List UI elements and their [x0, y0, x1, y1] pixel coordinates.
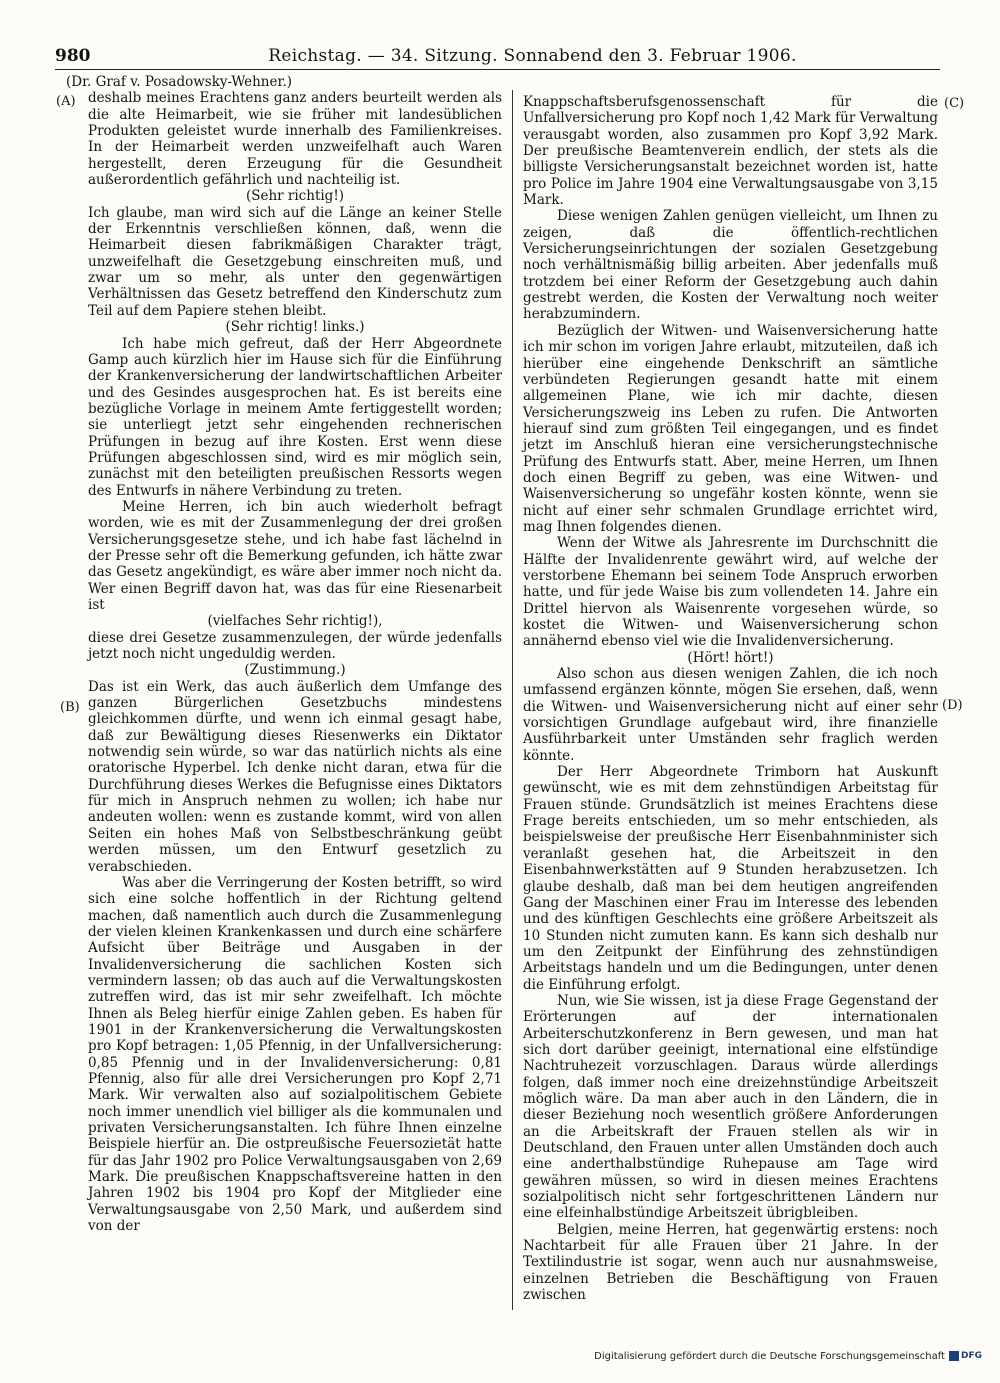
dfg-logo-text: DFG	[960, 1351, 982, 1361]
interjection: (Hört! hört!)	[687, 649, 774, 666]
paragraph: Diese wenigen Zahlen genügen vielleicht, um Ihnen zu zeigen, daß die öffentlich-rechtlichen Versicherungseinrichtungen der sozialen Gesetzgebung noch verhältnismäßig billig arbeiten. Aber jedenfalls muß trotzdem bei einer Reform der Gesetzgebung auch dahin gestrebt werden, die Kosten der Verwaltung noch weiter herabzumindern.	[523, 208, 938, 323]
speaker-attribution: (Dr. Graf v. Posadowsky-Wehner.)	[66, 74, 293, 90]
paragraph: Meine Herren, ich bin auch wiederholt befragt worden, wie es mit der Zusammenlegung der drei großen Versicherungsgesetze stehe, und ich habe fast lächelnd in der Presse sehr oft die Bemerkung gefunden, ich hätte zwar das Gesetz angekündigt, es wäre aber immer noch nicht da. Wer einen Begriff davon hat, was das für eine Riesenarbeit ist	[88, 498, 502, 613]
right-column	[523, 94, 938, 1303]
digitization-footer	[594, 1349, 982, 1363]
paragraph: Was aber die Verringerung der Kosten betrifft, so wird sich eine solche hoffentlich in der Richtung geltend machen, daß namentlich auch durch die Zusammenlegung der vielen kleinen Krankenkassen und durch eine schärfere Aufsicht über Beiträge und Ausgaben in der Invalidenversicherung die sachlichen Kosten sich vermindern lassen; ob das auch auf die Verwaltungskosten zutreffen wird, das ist mir sehr zweifelhaft. Ich möchte Ihnen als Beleg hierfür einige Zahlen geben. Es haben für 1901 in der Krankenversicherung die Verwaltungskosten pro Kopf betragen: 1,05 Pfennig, in der Unfallversicherung: 0,85 Pfennig und in der Invalidenversicherung: 0,81 Pfennig, also für alle drei Versicherungen pro Kopf 2,71 Mark. Wir verwalten also auf sozialpolitischem Gebiete noch immer unendlich viel billiger als die kommunalen und privaten Versicherungsanstalten. Ich führe Ihnen einzelne Beispiele hierfür an. Die ostpreußische Feuersozietät hatte für das Jahr 1902 pro Police Verwaltungsausgaben von 2,69 Mark. Die preußischen Knappschaftsvereine hatten in den Jahren 1902 bis 1904 pro Kopf der Mitglieder eine Verwaltungsausgabe von 2,50 Mark, und außerdem sind von der	[88, 874, 502, 1235]
header-rule	[55, 69, 940, 70]
interjection: (Zustimmung.)	[244, 662, 346, 679]
paragraph: Knappschaftsberufsgenossenschaft für die Unfallversicherung pro Kopf noch 1,42 Mark für Verwaltung verausgabt worden, also zusammen pro Kopf 3,92 Mark. Der preußische Beamtenverein endlich, der stets als die billigste Versicherungsanstalt bezeichnet worden ist, hatte pro Police im Jahre 1904 eine Verwaltungsausgabe von 3,15 Mark.	[523, 94, 938, 209]
column-divider	[512, 90, 513, 1310]
page-header	[55, 46, 940, 70]
dfg-logo	[949, 1351, 982, 1361]
interjection: (Sehr richtig!)	[245, 188, 345, 205]
paragraph: diese drei Gesetze zusammenzulegen, der würde jedenfalls jetzt noch nicht ungeduldig werden.	[88, 629, 502, 663]
margin-marker-a: (A)	[56, 94, 76, 109]
footer-credit: Digitalisierung gefördert durch die Deutsche Forschungsgemeinschaft	[594, 1350, 945, 1362]
paragraph: deshalb meines Erachtens ganz anders beurteilt werden als die alte Heimarbeit, wie sie früher mit landesüblichen Produkten geleistet wurde innerhalb des Familienkreises. In der Heimarbeit werden unzweifelhaft auch Waren hergestellt, deren Erzeugung für die Gesundheit außerordentlich gefährlich und nachteilig ist.	[88, 90, 502, 189]
left-column	[66, 74, 502, 1235]
paragraph: Ich glaube, man wird sich auf die Länge an keiner Stelle der Erkenntnis verschließen können, daß, wenn die Heimarbeit diesen fabrikmäßigen Charakter trägt, unzweifelhaft die Gesetzgebung einschreiten muß, und zwar um so mehr, als unter den gegenwärtigen Verhältnissen das Gesetz betreffend den Kinderschutz zum Teil auf dem Papiere stehen bleibt.	[88, 204, 502, 319]
margin-marker-d: (D)	[942, 698, 963, 713]
interjection: (vielfaches Sehr richtig!),	[207, 613, 383, 630]
page-title: Reichstag. — 34. Sitzung. Sonnabend den 3. Februar 1906.	[268, 46, 797, 66]
paragraph: Ich habe mich gefreut, daß der Herr Abgeordnete Gamp auch kürzlich hier im Hause sich für die Einführung der Krankenversicherung der landwirtschaftlichen Arbeiter und des Gesindes ausgesprochen hat. Es ist bereits eine bezügliche Vorlage in meinem Amte fertiggestellt worden; sie unterliegt jetzt sehr eingehenden rechnerischen Prüfungen in bezug auf ihre Kosten. Erst wenn diese Prüfungen abgeschlossen sind, wird es mir möglich sein, zunächst mit den beteiligten preußischen Ressorts wegen des Entwurfs in nähere Verbindung zu treten.	[88, 335, 502, 499]
paragraph: Belgien, meine Herren, hat gegenwärtig erstens: noch Nachtarbeit für alle Frauen über 21 Jahre. In der Textilindustrie ist sogar, wenn auch nur ausnahmsweise, einzelnen Betrieben die Beschäftigung von Frauen zwischen	[523, 1221, 938, 1304]
margin-marker-c: (C)	[944, 96, 965, 111]
paragraph: Bezüglich der Witwen- und Waisenversicherung hatte ich mir schon im vorigen Jahre erlaubt, mitzuteilen, daß ich hierüber eine eingehende Denkschrift an sämtliche verbündeten Regierungen gesandt hatte mit einem allgemeinen Plane, wie ich mir dachte, diesen Versicherungszweig ins Leben zu rufen. Die Antworten hierauf sind zum größten Teil eingegangen, und es findet jetzt im Anschluß hieran eine versicherungstechnische Prüfung des Entwurfs statt. Aber, meine Herren, um Ihnen doch einen Begriff zu geben, was eine Witwen- und Waisenversicherung so ungefähr kosten könnte, wenn sie nicht auf einer sehr schmalen Grundlage errichtet wird, mag Ihnen folgendes dienen.	[523, 322, 938, 535]
paragraph: Wenn der Witwe als Jahresrente im Durchschnitt die Hälfte der Invalidenrente gewährt wird, auf welche der verstorbene Ehemann bei seinem Tode Anspruch erworben hatte, und für jede Waise bis zum vollendeten 14. Jahre ein Drittel hiervon als Waisenrente vorgesehen würde, so kostet die Witwen- und Waisenversicherung schon annähernd ebenso viel wie die Invalidenversicherung.	[523, 535, 938, 650]
interjection: (Sehr richtig! links.)	[225, 319, 365, 336]
margin-marker-b: (B)	[60, 700, 80, 715]
paragraph: Also schon aus diesen wenigen Zahlen, die ich noch umfassend ergänzen könnte, mögen Sie ersehen, daß, wenn die Witwen- und Waisenversicherung nicht auf einer sehr vorsichtigen Grundlage aufgebaut wird, ihre finanzielle Ausführbarkeit unter Umständen sehr fraglich werden könnte.	[523, 666, 938, 764]
paragraph: Nun, wie Sie wissen, ist ja diese Frage Gegenstand der Erörterungen auf der internationalen Arbeiterschutzkonferenz in Bern gewesen, und man hat sich dort darüber geeinigt, international eine elfstündige Nachtruhezeit vorzuschlagen. Daraus würde allerdings folgen, daß immer noch eine dreizehnstündige Arbeitszeit möglich wäre. Da man aber auch in den Ländern, die in dieser Beziehung noch wesentlich größere Anforderungen an die Arbeitskraft der Frauen stellen als wir in Deutschland, den Frauen unter allen Umständen doch auch eine anderthalbstündige Ruhepause am Tage wird gewähren müssen, so wird in diesen meines Erachtens sozialpolitisch nicht sehr fortgeschrittenen Ländern nur eine elfeinhalbstündige Arbeitszeit übrigbleiben.	[523, 992, 938, 1222]
paragraph: Der Herr Abgeordnete Trimborn hat Auskunft gewünscht, wie es mit dem zehnstündigen Arbeitstag für Frauen stünde. Grundsätzlich ist meines Erachtens diese Frage bereits entschieden, um so mehr entschieden, als beispielsweise der preußische Herr Eisenbahnminister sich veranlaßt gesehen hat, die Arbeitszeit in den Eisenbahnwerkstätten auf 9 Stunden herabzusetzen. Ich glaube deshalb, daß man bei dem heutigen angreifenden Gang der Maschinen einer Frau im Interesse des lebenden und des künftigen Geschlechts eine größere Arbeitszeit als 10 Stunden nicht zumuten kann. Es kann sich deshalb nur um den Zeitpunkt der Einführung des zehnstündigen Arbeitstags handeln und um die Bedingungen, unter denen die Einführung erfolgt.	[523, 764, 938, 993]
paragraph: Das ist ein Werk, das auch äußerlich dem Umfange des ganzen Bürgerlichen Gesetzbuchs mindestens gleichkommen dürfte, und wenn ich einmal gesagt habe, daß zur Bewältigung dieses Riesenwerks ein Diktator notwendig sein würde, so war das natürlich nichts als eine oratorische Hyperbel. Ich denke nicht daran, etwa für die Durchführung dieses Werkes die Befugnisse eines Diktators für mich in Anspruch nehmen zu wollen; ich habe nur andeuten wollen: wenn es zustande kommt, wird von allen Seiten ein hohes Maß von Selbstbeschränkung geübt werden müssen, um den Entwurf gesetzlich zu verabschieden.	[88, 678, 502, 875]
dfg-logo-icon	[949, 1351, 959, 1361]
page-number: 980	[55, 46, 91, 66]
